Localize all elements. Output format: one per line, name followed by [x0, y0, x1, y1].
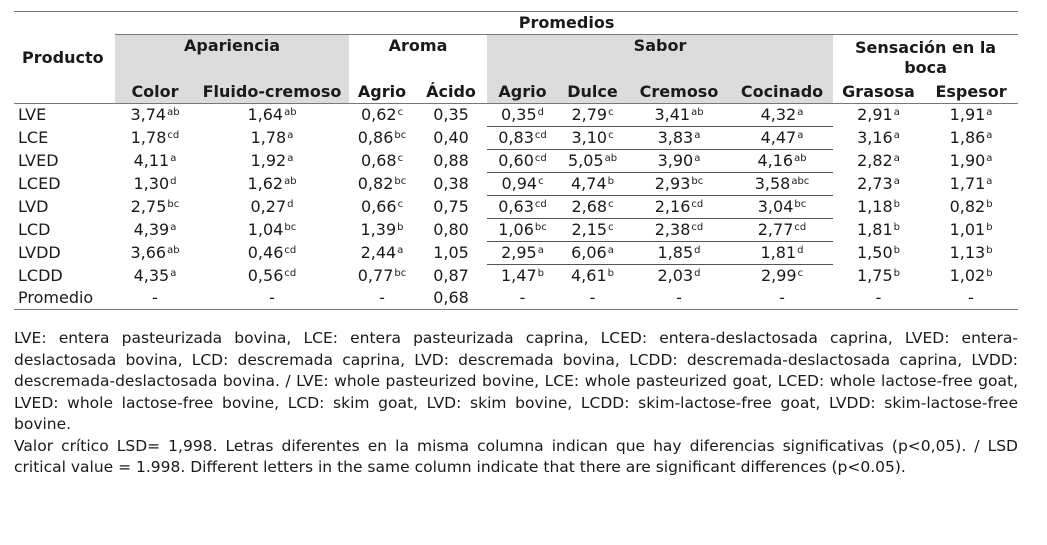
cell-dulce	[558, 173, 627, 196]
cell-value: 4,74	[571, 174, 607, 193]
significance-letters: b	[893, 267, 900, 279]
cell-value: 1,86	[949, 128, 986, 147]
cell-grasosa	[833, 150, 924, 173]
cell-grasosa	[833, 104, 924, 127]
significance-letters: cd	[794, 222, 807, 233]
cell-value: 0,77	[357, 265, 394, 285]
cell-value: 2,68	[571, 197, 608, 216]
significance-letters: a	[893, 176, 900, 187]
significance-letters: a	[797, 107, 804, 118]
significance-letters: c	[397, 153, 404, 164]
significance-letters: a	[287, 153, 294, 164]
table-row	[14, 173, 1018, 196]
significance-letters: c	[397, 199, 404, 210]
cell-cremoso	[627, 150, 731, 173]
col-header-color: Color	[115, 81, 195, 104]
cell-aroma-agrio	[349, 242, 415, 265]
cell-value: 4,16	[757, 151, 794, 170]
significance-letters: a	[986, 153, 993, 164]
cell-dulce	[558, 127, 627, 150]
cell-sabor-agrio	[487, 104, 558, 127]
cell-color	[115, 196, 195, 219]
significance-letters: b	[986, 222, 993, 233]
cell-value: 2,73	[857, 174, 893, 193]
producto-header: Producto	[14, 12, 115, 104]
significance-letters: c	[397, 107, 404, 119]
cell-value: -	[379, 288, 385, 307]
cell-cremoso	[627, 173, 731, 196]
cell-cremoso	[627, 287, 731, 310]
cell-cremoso	[627, 219, 731, 242]
row-label: Promedio	[14, 287, 115, 310]
cell-value: 3,90	[657, 151, 694, 170]
sabor-header: Sabor	[487, 35, 833, 82]
cell-cocinado	[731, 219, 833, 242]
cell-value: 0,86	[357, 128, 394, 147]
cell-value: 1,13	[949, 243, 986, 262]
significance-letters: a	[986, 176, 993, 187]
cell-value: 0,87	[433, 265, 469, 285]
cell-value: 1,39	[360, 220, 397, 239]
cell-acido	[415, 173, 487, 196]
significance-letters: b	[397, 222, 404, 233]
cell-acido	[415, 104, 487, 127]
significance-letters: b	[607, 176, 614, 187]
table-row	[14, 287, 1018, 310]
cell-value: 5,05	[567, 151, 604, 170]
cell-fluido-cremoso	[195, 104, 349, 127]
cell-value: 3,16	[857, 128, 893, 147]
cell-sabor-agrio	[487, 265, 558, 288]
significance-letters: ab	[167, 107, 180, 119]
col-header-espesor: Espesor	[924, 81, 1018, 104]
cell-value: 1,75	[857, 265, 893, 285]
significance-letters: ab	[167, 245, 180, 256]
cell-value: 2,44	[360, 243, 397, 262]
significance-letters: cd	[691, 199, 704, 210]
cell-color	[115, 150, 195, 173]
col-header-fluido-cremoso: Fluido-cremoso	[195, 81, 349, 104]
significance-letters: b	[893, 245, 900, 256]
cell-value: 1,64	[247, 105, 284, 125]
cell-cremoso	[627, 242, 731, 265]
table-row	[14, 104, 1018, 127]
cell-value: 0,83	[498, 128, 534, 147]
cell-value: 1,18	[857, 197, 893, 216]
cell-cocinado	[731, 265, 833, 288]
row-label: LVED	[18, 151, 59, 170]
significance-letters: a	[170, 267, 177, 279]
cell-value: 0,80	[433, 220, 469, 239]
cell-acido	[415, 265, 487, 288]
col-header-cremoso: Cremoso	[627, 81, 731, 104]
col-header-acido: Ácido	[415, 81, 487, 104]
cell-value: 4,39	[133, 220, 170, 239]
cell-value: -	[875, 288, 882, 307]
significance-letters: b	[986, 199, 993, 210]
cell-sabor-agrio	[487, 173, 558, 196]
cell-cremoso	[627, 265, 731, 288]
sensacion-header: Sensación en la boca	[833, 35, 1018, 82]
cell-value: 6,06	[571, 243, 607, 262]
cell-color	[115, 104, 195, 127]
cell-value: 3,66	[130, 243, 167, 262]
significance-letters: b	[986, 267, 993, 279]
significance-letters: abc	[791, 176, 810, 187]
cell-value: 0,75	[433, 197, 469, 216]
cell-value: 3,41	[654, 105, 691, 124]
row-label: LCED	[18, 174, 61, 193]
cell-value: 2,38	[654, 220, 691, 239]
cell-acido	[415, 127, 487, 150]
significance-letters: b	[607, 268, 614, 279]
cell-value: 3,74	[130, 105, 167, 125]
cell-cremoso	[627, 127, 731, 150]
cell-aroma-agrio	[349, 127, 415, 150]
row-label: LCE	[18, 128, 49, 147]
significance-letters: c	[608, 222, 614, 233]
col-header-sabor-agrio: Agrio	[487, 81, 558, 104]
table-figure	[14, 11, 1018, 479]
cell-value: -	[779, 288, 785, 307]
cell-aroma-agrio	[349, 287, 415, 310]
cell-value: 0,40	[433, 128, 469, 147]
significance-letters: ab	[604, 153, 618, 164]
cell-cocinado	[731, 196, 833, 219]
cell-color	[115, 265, 195, 288]
cell-value: 1,04	[247, 220, 284, 239]
cell-aroma-agrio	[349, 104, 415, 127]
cell-value: 2,99	[760, 266, 797, 285]
cell-value: 1,71	[949, 174, 986, 193]
cell-value: 2,77	[757, 220, 794, 239]
cell-cocinado	[731, 150, 833, 173]
cell-cocinado	[731, 104, 833, 127]
significance-letters: a	[986, 130, 993, 141]
cell-acido	[415, 242, 487, 265]
cell-value: 2,03	[657, 266, 694, 285]
cell-value: 2,16	[654, 197, 691, 216]
cell-value: 1,85	[657, 243, 694, 262]
table-row	[14, 265, 1018, 288]
cell-color	[115, 242, 195, 265]
table-row	[14, 150, 1018, 173]
row-label: LCD	[18, 220, 51, 239]
significance-letters: d	[694, 245, 701, 256]
row-label: LVD	[18, 197, 49, 216]
cell-sabor-agrio	[487, 287, 558, 310]
significance-letters: d	[537, 107, 544, 118]
significance-letters: b	[893, 222, 900, 233]
significance-letters: a	[893, 107, 900, 119]
cell-value: 1,78	[250, 128, 287, 147]
cell-value: 0,63	[498, 197, 534, 216]
cell-sabor-agrio	[487, 196, 558, 219]
cell-color	[115, 173, 195, 196]
table-body	[14, 104, 1018, 310]
significance-letters: bc	[534, 222, 547, 233]
cell-espesor	[924, 127, 1018, 150]
significance-letters: c	[608, 130, 614, 141]
cell-value: 1,62	[247, 174, 284, 193]
cell-value: 4,61	[571, 266, 607, 285]
col-header-cocinado: Cocinado	[731, 81, 833, 104]
cell-value: 0,68	[360, 151, 397, 170]
significance-letters: a	[170, 222, 177, 233]
cell-sabor-agrio	[487, 150, 558, 173]
cell-value: 2,93	[654, 174, 691, 193]
cell-value: 0,27	[250, 197, 287, 216]
significance-letters: ab	[691, 107, 704, 118]
significance-letters: cd	[534, 153, 547, 164]
cell-fluido-cremoso	[195, 196, 349, 219]
significance-letters: c	[608, 199, 614, 210]
cell-aroma-agrio	[349, 265, 415, 288]
cell-acido	[415, 196, 487, 219]
cell-dulce	[558, 104, 627, 127]
cell-value: 2,15	[571, 220, 608, 239]
cell-value: 1,30	[133, 174, 170, 193]
cell-fluido-cremoso	[195, 127, 349, 150]
cell-fluido-cremoso	[195, 219, 349, 242]
cell-grasosa	[833, 287, 924, 310]
cell-fluido-cremoso	[195, 173, 349, 196]
cell-cocinado	[731, 242, 833, 265]
cell-espesor	[924, 265, 1018, 288]
cell-cocinado	[731, 173, 833, 196]
cell-cocinado	[731, 127, 833, 150]
cell-value: 1,81	[760, 243, 797, 262]
col-header-grasosa: Grasosa	[833, 81, 924, 104]
cell-dulce	[558, 287, 627, 310]
cell-value: -	[589, 288, 596, 307]
abbreviations-note: LVE: entera pasteurizada bovina, LCE: entera pasteurizada caprina, LCED: entera-deslactosada caprina, LVED: entera-deslactosada bovina, LCD: descremada caprina, LVD: descremada bovina, LCDD: descremada-deslactosada caprina, LVDD: descremada-deslactosada bovina. / LVE: whole pasteurized bovine, LCE: whole pasteurized goat, LCED: whole lactose-free goat, LVED: whole lactose-free bovine, LCD: skim goat, LVD: skim bovine, LCDD: skim-lactose-free goat, LVDD: skim-lactose-free bovine.	[14, 329, 1018, 433]
significance-letters: cd	[284, 267, 297, 279]
cell-value: 1,78	[130, 128, 167, 147]
cell-cremoso	[627, 104, 731, 127]
cell-value: -	[676, 288, 682, 307]
cell-dulce	[558, 265, 627, 288]
significance-letters: ab	[794, 153, 807, 164]
significance-letters: ab	[284, 176, 297, 187]
significance-letters: cd	[534, 199, 547, 210]
significance-letters: a	[537, 245, 544, 256]
significance-letters: bc	[394, 176, 407, 187]
cell-value: 0,35	[433, 105, 469, 125]
cell-value: 0,88	[433, 151, 469, 170]
cell-value: 1,90	[949, 151, 986, 170]
col-header-aroma-agrio: Agrio	[349, 81, 415, 104]
significance-letters: a	[170, 153, 177, 164]
row-label: LVDD	[18, 243, 61, 262]
table-row	[14, 219, 1018, 242]
table-notes	[14, 328, 1018, 479]
cell-value: -	[968, 288, 974, 307]
cell-acido	[415, 150, 487, 173]
significance-letters: a	[893, 130, 900, 141]
cell-aroma-agrio	[349, 173, 415, 196]
significance-letters: a	[287, 130, 294, 141]
significance-letters: bc	[394, 130, 407, 141]
cell-grasosa	[833, 219, 924, 242]
cell-value: 3,10	[571, 128, 608, 147]
cell-value: 0,62	[360, 105, 397, 125]
row-label: LCDD	[18, 265, 63, 285]
significance-letters: a	[797, 130, 804, 141]
cell-value: -	[269, 288, 275, 307]
cell-aroma-agrio	[349, 196, 415, 219]
cell-value: 1,50	[857, 243, 893, 262]
significance-letters: d	[694, 268, 701, 279]
cell-value: 0,82	[357, 174, 394, 193]
promedios-header: Promedios	[115, 12, 1018, 35]
significance-letters: a	[694, 130, 701, 141]
cell-sabor-agrio	[487, 242, 558, 265]
cell-value: 3,58	[754, 174, 791, 193]
table-row	[14, 242, 1018, 265]
cell-espesor	[924, 104, 1018, 127]
significance-letters: b	[537, 268, 544, 279]
cell-grasosa	[833, 173, 924, 196]
cell-value: 2,91	[857, 105, 893, 125]
significance-letters: bc	[794, 199, 807, 210]
significance-letters: bc	[394, 267, 407, 279]
cell-espesor	[924, 173, 1018, 196]
cell-value: 0,82	[949, 197, 986, 216]
significance-letters: b	[986, 245, 993, 256]
cell-dulce	[558, 219, 627, 242]
significance-letters: c	[538, 176, 544, 187]
cell-value: 4,32	[760, 105, 797, 124]
cell-grasosa	[833, 242, 924, 265]
cell-fluido-cremoso	[195, 150, 349, 173]
cell-value: 0,38	[433, 174, 469, 193]
cell-value: 2,95	[501, 243, 537, 262]
cell-value: 0,60	[498, 151, 534, 170]
table-row	[14, 127, 1018, 150]
cell-grasosa	[833, 196, 924, 219]
cell-grasosa	[833, 127, 924, 150]
significance-letters: a	[986, 107, 993, 119]
cell-value: 4,11	[133, 151, 170, 170]
cell-dulce	[558, 196, 627, 219]
cell-value: 0,68	[433, 288, 469, 307]
cell-value: 0,46	[247, 243, 284, 262]
col-header-dulce: Dulce	[558, 81, 627, 104]
cell-value: 2,75	[130, 197, 167, 216]
significance-letters: d	[797, 245, 804, 256]
cell-value: -	[519, 288, 526, 307]
significance-letters: ab	[284, 107, 297, 119]
significance-letters: a	[397, 245, 404, 256]
cell-cremoso	[627, 196, 731, 219]
cell-value: 3,04	[757, 197, 794, 216]
cell-espesor	[924, 242, 1018, 265]
cell-value: 1,81	[857, 220, 893, 239]
cell-espesor	[924, 287, 1018, 310]
cell-fluido-cremoso	[195, 242, 349, 265]
lsd-note: Valor crítico LSD= 1,998. Letras diferentes en la misma columna indican que hay diferencias significativas (p<0,05). / LSD critical value = 1.998. Different letters in the same column indicate that there are significant differences (p<0.05).	[14, 436, 1018, 476]
significance-letters: c	[797, 268, 804, 279]
cell-value: 2,82	[857, 151, 893, 170]
table-row	[14, 196, 1018, 219]
cell-value: 2,79	[571, 105, 608, 124]
cell-espesor	[924, 196, 1018, 219]
cell-value: 1,91	[949, 105, 986, 125]
cell-value: 1,92	[250, 151, 287, 170]
significance-letters: bc	[284, 222, 297, 233]
cell-value: 1,06	[498, 220, 534, 239]
sensory-table	[14, 11, 1018, 310]
significance-letters: cd	[167, 130, 180, 141]
cell-value: -	[152, 288, 158, 307]
cell-fluido-cremoso	[195, 265, 349, 288]
cell-espesor	[924, 150, 1018, 173]
cell-value: 0,66	[360, 197, 397, 216]
cell-dulce	[558, 242, 627, 265]
apariencia-header: Apariencia	[115, 35, 349, 82]
cell-value: 4,35	[133, 265, 170, 285]
significance-letters: bc	[691, 176, 704, 187]
cell-value: 0,56	[247, 265, 284, 285]
cell-fluido-cremoso	[195, 287, 349, 310]
significance-letters: a	[694, 153, 701, 164]
cell-value: 3,83	[657, 128, 694, 147]
cell-cocinado	[731, 287, 833, 310]
cell-value: 4,47	[760, 128, 797, 147]
cell-aroma-agrio	[349, 150, 415, 173]
cell-value: 0,94	[501, 174, 538, 193]
significance-letters: c	[608, 107, 614, 118]
significance-letters: cd	[691, 222, 704, 233]
cell-acido	[415, 287, 487, 310]
cell-color	[115, 127, 195, 150]
cell-aroma-agrio	[349, 219, 415, 242]
significance-letters: cd	[284, 245, 297, 256]
cell-color	[115, 219, 195, 242]
cell-espesor	[924, 219, 1018, 242]
significance-letters: bc	[167, 199, 180, 210]
cell-value: 1,01	[949, 220, 986, 239]
cell-sabor-agrio	[487, 219, 558, 242]
cell-value: 1,47	[501, 266, 537, 285]
cell-value: 1,05	[433, 243, 469, 262]
cell-dulce	[558, 150, 627, 173]
cell-acido	[415, 219, 487, 242]
significance-letters: cd	[534, 130, 547, 141]
significance-letters: d	[287, 199, 294, 210]
cell-value: 1,02	[949, 265, 986, 285]
significance-letters: a	[607, 245, 614, 256]
significance-letters: d	[170, 176, 177, 187]
significance-letters: a	[893, 153, 900, 164]
cell-sabor-agrio	[487, 127, 558, 150]
cell-color	[115, 287, 195, 310]
significance-letters: b	[893, 199, 900, 210]
cell-value: 0,35	[501, 105, 537, 124]
row-label: LVE	[14, 104, 115, 127]
cell-grasosa	[833, 265, 924, 288]
aroma-header: Aroma	[349, 35, 487, 82]
